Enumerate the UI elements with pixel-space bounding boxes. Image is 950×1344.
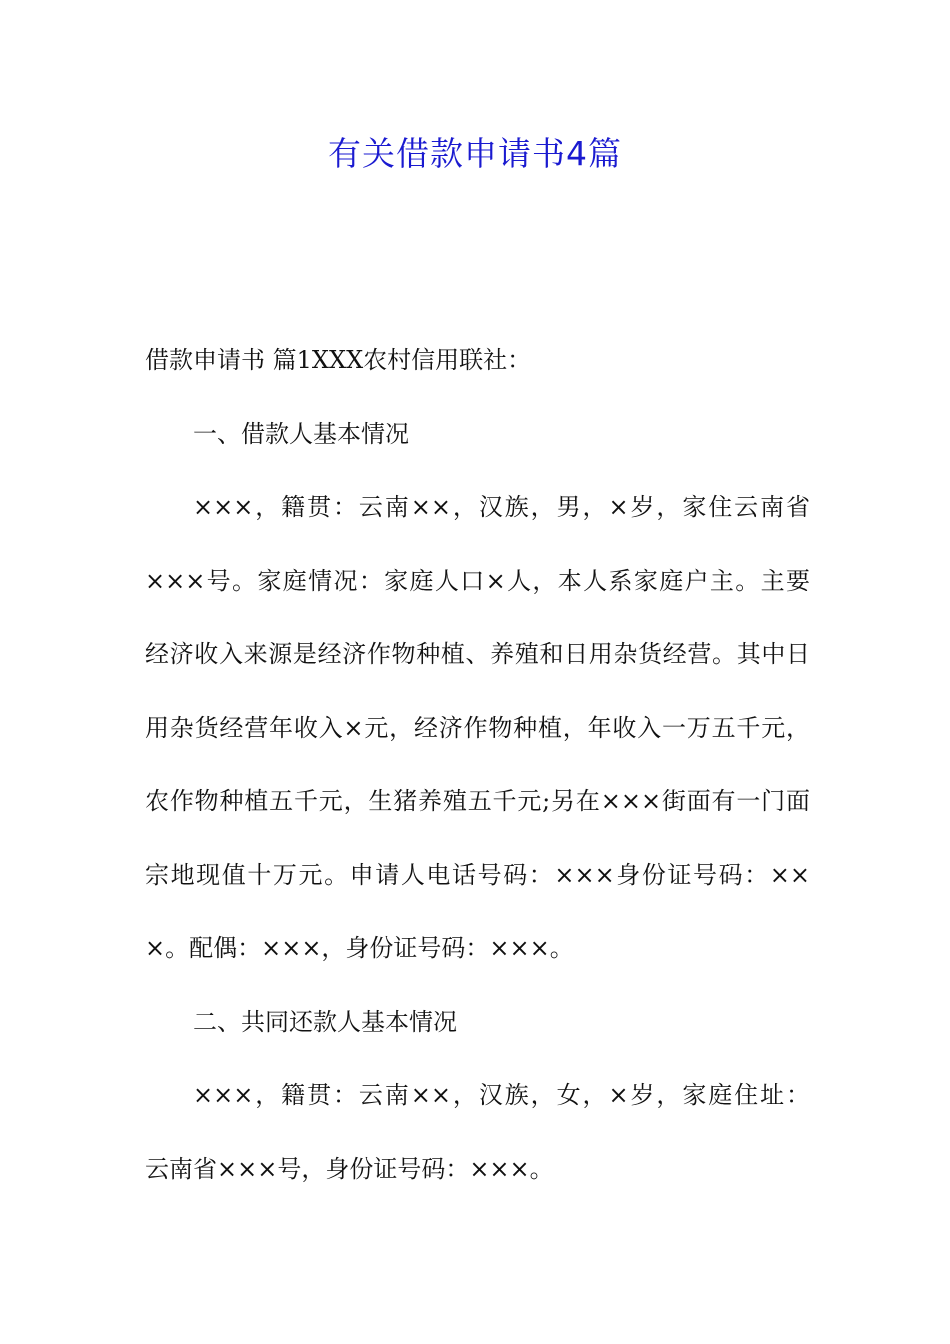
- body-line-text: ×××号。家庭情况：家庭人口×人，本人系家庭户主。主要: [145, 566, 810, 595]
- body-line: [145, 704, 810, 778]
- body-line: [145, 336, 810, 410]
- section-heading: [145, 998, 810, 1072]
- section-heading-text: 二、共同还款人基本情况: [193, 1007, 457, 1036]
- body-line: [145, 851, 810, 925]
- section-heading-text: 一、借款人基本情况: [193, 419, 409, 448]
- body-line: [145, 1145, 810, 1219]
- body-line: [145, 924, 810, 998]
- body-line-text: ×××，籍贯：云南××，汉族，男，×岁，家住云南省: [193, 493, 810, 521]
- body-line: [145, 1071, 810, 1145]
- body-line-text: ×××，籍贯：云南××，汉族，女，×岁，家庭住址：: [193, 1081, 810, 1109]
- body-line: [145, 777, 810, 851]
- document-title: 有关借款申请书4篇: [328, 134, 622, 173]
- document-body: [145, 336, 810, 1218]
- body-line-text: 经济收入来源是经济作物种植、养殖和日用杂货经营。其中日: [145, 640, 810, 668]
- body-line-text: ×。配偶：×××，身份证号码：×××。: [145, 934, 574, 962]
- body-line: [145, 483, 810, 557]
- body-line: [145, 557, 810, 631]
- body-line: [145, 630, 810, 704]
- body-line-text: 宗地现值十万元。申请人电话号码：×××身份证号码：××: [145, 860, 810, 889]
- body-line-text: 用杂货经营年收入×元，经济作物种植，年收入一万五千元，: [145, 713, 810, 742]
- body-line-text: 农作物种植五千元，生猪养殖五千元;另在×××街面有一门面: [145, 787, 810, 815]
- section-heading: [145, 410, 810, 484]
- body-line-text: 云南省×××号，身份证号码：×××。: [145, 1154, 554, 1183]
- body-line-text: 借款申请书 篇1XXX农村信用联社：: [145, 346, 532, 374]
